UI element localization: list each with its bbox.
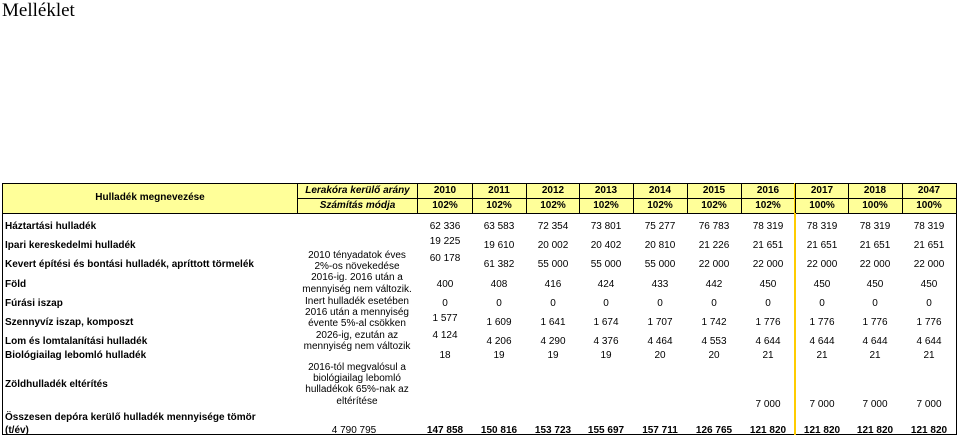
table-cell: 20 810 (644, 240, 676, 251)
table-cell: 72 354 (537, 221, 569, 232)
year-cell: 2018 (863, 185, 887, 196)
pct-cell: 102% (593, 200, 619, 211)
row-name: Fúrási iszap (5, 298, 63, 309)
table-cell: 21 (923, 350, 935, 361)
table-cell: 1 707 (647, 317, 673, 328)
table-cell: 1 641 (540, 317, 566, 328)
table-cell: 4 644 (916, 336, 942, 347)
table-cell: 4 644 (862, 336, 888, 347)
table-cell: 450 (920, 279, 938, 290)
year-cell: 2010 (433, 185, 457, 196)
table-cell: 1 674 (593, 317, 619, 328)
table-cell: 55 000 (590, 259, 622, 270)
table-cell: 4 376 (593, 336, 619, 347)
table-cell: 1 776 (809, 317, 835, 328)
row-name: Zöldhulladék eltérítés (5, 379, 108, 390)
row-name: (t/év) (5, 425, 29, 436)
rule (2, 213, 957, 214)
table-cell: 19 610 (483, 240, 515, 251)
table-cell: 62 336 (429, 221, 461, 232)
rule (298, 198, 957, 199)
page-title: Melléklet (2, 0, 75, 21)
table-cell: 0 (550, 298, 556, 309)
table-cell: 1 577 (432, 313, 458, 324)
row-name: Szennyvíz iszap, komposzt (5, 317, 134, 328)
table-cell: 19 (600, 350, 612, 361)
header-method: Számítás módja (319, 200, 396, 211)
table-cell: 4 464 (647, 336, 673, 347)
table-cell: 450 (866, 279, 884, 290)
row-name: Föld (5, 279, 27, 290)
year-cell: 2014 (648, 185, 672, 196)
table-cell: 424 (597, 279, 615, 290)
table-cell: 153 723 (534, 425, 572, 436)
table-cell: 55 000 (537, 259, 569, 270)
total-method: 4 790 795 (331, 425, 377, 436)
table-cell: 21 651 (913, 240, 945, 251)
method-note: 2010 tényadatok éves 2%-os növekedése 2016-ig. 2016 után a mennyiség nem változik. (302, 250, 412, 295)
table-cell: 7 000 (755, 399, 781, 410)
table-cell: 21 651 (806, 240, 838, 251)
table-cell: 21 (816, 350, 828, 361)
table-cell: 21 226 (698, 240, 730, 251)
table-cell: 22 000 (752, 259, 784, 270)
table-cell: 0 (819, 298, 825, 309)
year-cell: 2017 (810, 185, 834, 196)
table-cell: 416 (544, 279, 562, 290)
year-cell: 2013 (594, 185, 618, 196)
table-cell: 1 776 (916, 317, 942, 328)
table-cell: 1 609 (486, 317, 512, 328)
table-cell: 19 225 (429, 236, 461, 247)
rule (2, 183, 3, 435)
pct-cell: 102% (647, 200, 673, 211)
method-note: 2016-tól megvalósul a biológiailag lebomló hulladékok 65%-nak az eltérítése (305, 362, 409, 407)
table-cell: 4 124 (432, 330, 458, 341)
table-cell: 21 651 (859, 240, 891, 251)
row-name: Háztartási hulladék (5, 221, 97, 232)
table-cell: 21 (869, 350, 881, 361)
table-cell: 442 (705, 279, 723, 290)
table-cell: 78 319 (806, 221, 838, 232)
row-name: Lom és lomtalanítási hulladék (5, 336, 148, 347)
table-cell: 0 (711, 298, 717, 309)
pct-cell: 100% (809, 200, 835, 211)
table-cell: 78 319 (859, 221, 891, 232)
row-name: Összesen depóra kerülő hulladék mennyisége tömör (5, 412, 256, 423)
table-cell: 78 319 (913, 221, 945, 232)
table-cell: 408 (490, 279, 508, 290)
table-cell: 155 697 (587, 425, 625, 436)
table-cell: 63 583 (483, 221, 515, 232)
year-cell: 2012 (541, 185, 565, 196)
table-cell: 7 000 (809, 399, 835, 410)
table-cell: 78 319 (752, 221, 784, 232)
row-name: Kevert építési és bontási hulladék, apríttott törmelék (5, 259, 254, 270)
table-cell: 121 820 (856, 425, 894, 436)
table-cell: 55 000 (644, 259, 676, 270)
table-cell: 20 402 (590, 240, 622, 251)
table-cell: 0 (657, 298, 663, 309)
header-name: Hulladék megnevezése (95, 192, 205, 203)
table-cell: 150 816 (480, 425, 518, 436)
year-cell: 2047 (917, 185, 941, 196)
header-arany: Lerakóra kerülő arány (305, 185, 410, 196)
table-cell: 22 000 (806, 259, 838, 270)
table-cell: 450 (813, 279, 831, 290)
table-cell: 76 783 (698, 221, 730, 232)
table-cell: 19 (547, 350, 559, 361)
table-cell: 147 858 (426, 425, 464, 436)
table-cell: 0 (442, 298, 448, 309)
table-cell: 75 277 (644, 221, 676, 232)
row-name: Ipari kereskedelmi hulladék (5, 240, 136, 251)
table-cell: 121 820 (803, 425, 841, 436)
table-cell: 21 651 (752, 240, 784, 251)
method-note: Inert hulladék esetében 2016 után a mennyiség évente 5%-al csökken 2026-ig, ezután az mennyiség nem változik (303, 296, 411, 352)
table-cell: 7 000 (862, 399, 888, 410)
rule (2, 183, 957, 184)
table-cell: 0 (603, 298, 609, 309)
pct-cell: 102% (701, 200, 727, 211)
table-cell: 4 644 (809, 336, 835, 347)
row-name: Biológiailag lebomló hulladék (5, 350, 147, 361)
table-cell: 121 820 (910, 425, 948, 436)
table-cell: 400 (436, 279, 454, 290)
table-cell: 0 (872, 298, 878, 309)
table-cell: 22 000 (859, 259, 891, 270)
table-cell: 4 206 (486, 336, 512, 347)
table-cell: 7 000 (916, 399, 942, 410)
pct-cell: 102% (432, 200, 458, 211)
pct-cell: 100% (916, 200, 942, 211)
pct-cell: 102% (755, 200, 781, 211)
table-cell: 433 (651, 279, 669, 290)
table-cell: 22 000 (698, 259, 730, 270)
pct-cell: 100% (862, 200, 888, 211)
table-cell: 121 820 (749, 425, 787, 436)
table-cell: 73 801 (590, 221, 622, 232)
table-cell: 20 002 (537, 240, 569, 251)
table-cell: 4 290 (540, 336, 566, 347)
table-cell: 0 (926, 298, 932, 309)
table-cell: 22 000 (913, 259, 945, 270)
table-cell: 20 (708, 350, 720, 361)
table-cell: 1 742 (701, 317, 727, 328)
table-cell: 18 (439, 350, 451, 361)
table-cell: 1 776 (755, 317, 781, 328)
year-cell: 2016 (756, 185, 780, 196)
table-cell: 21 (762, 350, 774, 361)
table-cell: 126 765 (695, 425, 733, 436)
pct-cell: 102% (486, 200, 512, 211)
table-cell: 450 (759, 279, 777, 290)
table-cell: 157 711 (642, 425, 678, 436)
table-cell: 19 (493, 350, 505, 361)
pct-cell: 102% (540, 200, 566, 211)
table-cell: 20 (654, 350, 666, 361)
table-cell: 1 776 (862, 317, 888, 328)
table-cell: 0 (765, 298, 771, 309)
rule (956, 183, 957, 435)
table-cell: 60 178 (429, 253, 461, 264)
table-cell: 61 382 (483, 259, 515, 270)
year-cell: 2011 (488, 185, 510, 196)
table-cell: 4 644 (755, 336, 781, 347)
year-cell: 2015 (702, 185, 726, 196)
table-cell: 4 553 (701, 336, 727, 347)
table-cell: 0 (496, 298, 502, 309)
